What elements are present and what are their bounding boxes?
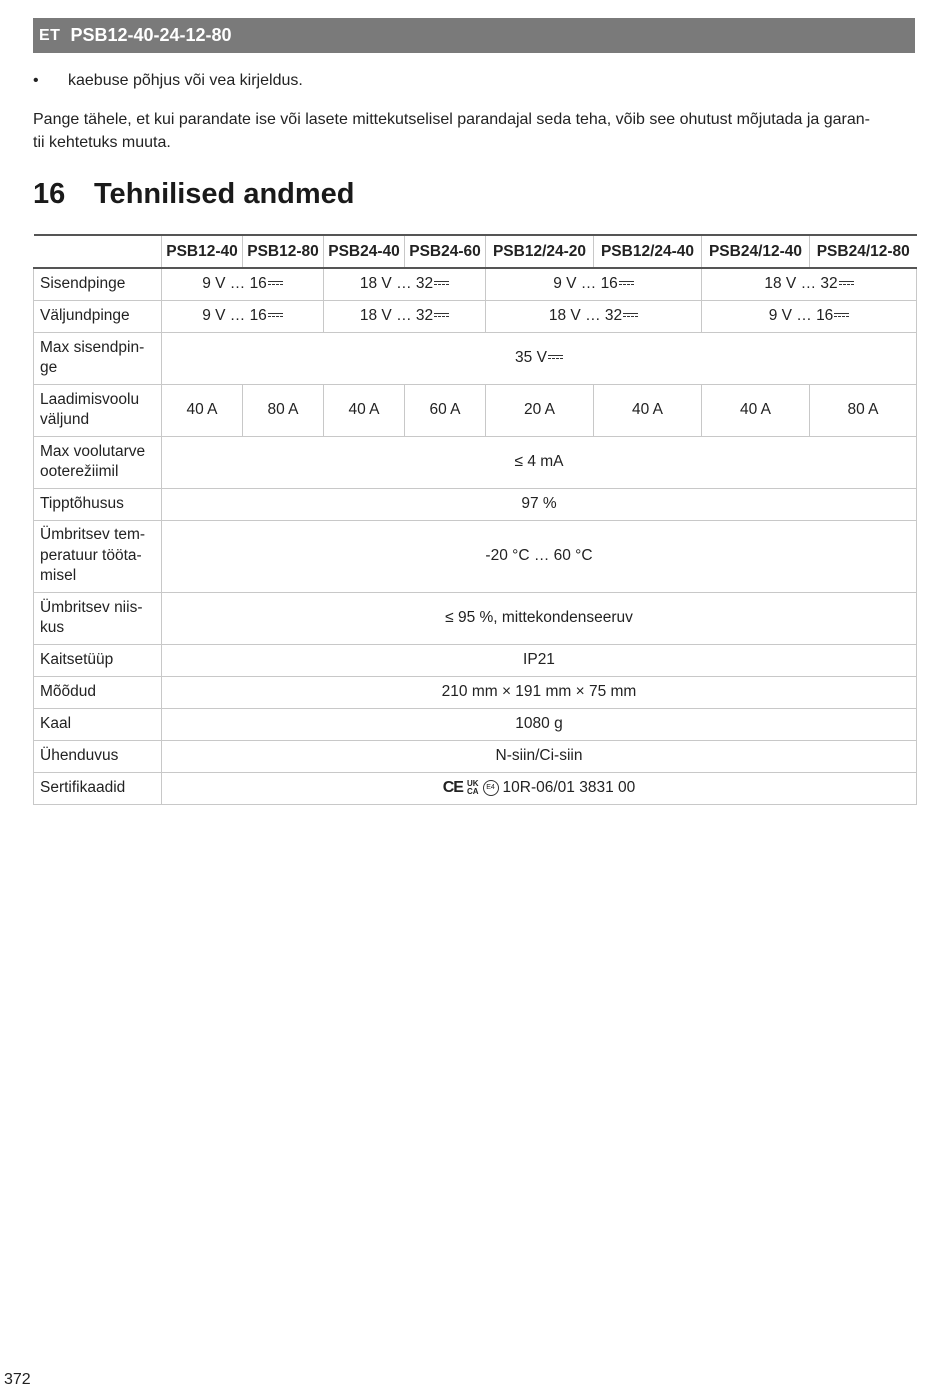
ukca-mark-icon: UK CA [466,779,479,796]
dc-symbol-icon [268,281,283,287]
row-label: Sisendpinge [34,268,162,300]
table-row [34,268,917,300]
table-row [34,520,917,592]
paragraph-line-2: tii kehtetuks muuta. [33,134,171,151]
dc-symbol-icon [623,313,638,319]
row-label: Sertifikaadid [34,772,162,804]
column-header: PSB12/24-20 [486,235,594,268]
table-row [34,676,917,708]
bullet-item [33,72,303,90]
table-cell: 18 V … 32 [324,300,486,332]
table-row [34,436,917,488]
table-cell: 18 V … 32 [486,300,702,332]
section-number: 16 [33,178,66,210]
table-cell: 40 A [594,384,702,436]
table-cell: 35 V [162,332,917,384]
table-cell: 9 V … 16 [702,300,917,332]
row-label: Max sisendpin- ge [34,332,162,384]
bullet-text: kaebuse põhjus või vea kirjeldus. [68,72,303,89]
section-heading [33,178,355,211]
dc-symbol-icon [839,281,854,287]
dc-symbol-icon [834,313,849,319]
column-header: PSB12/24-40 [594,235,702,268]
table-cell: N-siin/Ci-siin [162,740,917,772]
paragraph-line-1: Pange tähele, et kui parandate ise või lasete mittekutselisel parandajal seda teha, võib see ohutust mõjutada ja garan- [33,111,870,128]
table-cell: 60 A [405,384,486,436]
table-cell: 20 A [486,384,594,436]
column-header: PSB24/12-40 [702,235,810,268]
technical-data-table [33,234,917,805]
dc-symbol-icon [548,355,563,361]
ce-mark-icon: CE [442,779,463,796]
table-header-row [34,235,917,268]
dc-symbol-icon [619,281,634,287]
table-row [34,772,917,804]
table-row [34,708,917,740]
model-title: PSB12-40-24-12-80 [70,25,232,45]
column-header: PSB24-60 [405,235,486,268]
table-cell [162,772,917,804]
column-header: PSB24/12-80 [810,235,917,268]
table-cell: IP21 [162,644,917,676]
header-empty-cell [34,235,162,268]
column-header: PSB24-40 [324,235,405,268]
row-label: Väljundpinge [34,300,162,332]
table-cell: 40 A [162,384,243,436]
table-cell: -20 °C … 60 °C [162,520,917,592]
table-cell: 40 A [702,384,810,436]
row-label: Ümbritsev tem- peratuur tööta- misel [34,520,162,592]
dc-symbol-icon [434,281,449,287]
row-label: Laadimisvoolu väljund [34,384,162,436]
table-cell: 97 % [162,488,917,520]
row-label: Ühenduvus [34,740,162,772]
table-cell: 80 A [810,384,917,436]
table-cell: 9 V … 16 [486,268,702,300]
table-row [34,644,917,676]
dc-symbol-icon [434,313,449,319]
language-code: ET [39,26,61,44]
dc-symbol-icon [268,313,283,319]
table-row [34,740,917,772]
table-cell: ≤ 95 %, mittekondenseeruv [162,592,917,644]
bullet-dot: • [33,72,39,89]
table-cell: 9 V … 16 [162,300,324,332]
table-cell: ≤ 4 mA [162,436,917,488]
e-mark-icon: E4 [483,780,499,796]
table-cell: 18 V … 32 [324,268,486,300]
row-label: Ümbritsev niis- kus [34,592,162,644]
column-header: PSB12-80 [243,235,324,268]
row-label: Max voolutarve ooterežiimil [34,436,162,488]
table-row [34,384,917,436]
column-header: PSB12-40 [162,235,243,268]
page-number: 372 [4,1371,31,1388]
table-cell: 1080 g [162,708,917,740]
table-cell: 80 A [243,384,324,436]
table-cell: 18 V … 32 [702,268,917,300]
row-label: Tipptõhusus [34,488,162,520]
table-row [34,488,917,520]
header-bar [33,18,915,53]
table-cell: 40 A [324,384,405,436]
row-label: Mõõdud [34,676,162,708]
table-cell: 9 V … 16 [162,268,324,300]
row-label: Kaitsetüüp [34,644,162,676]
certificate-number: 10R-06/01 3831 00 [502,779,636,796]
table-row [34,592,917,644]
row-label: Kaal [34,708,162,740]
warranty-paragraph [33,108,918,154]
table-row [34,300,917,332]
table-cell: 210 mm × 191 mm × 75 mm [162,676,917,708]
table-row [34,332,917,384]
section-title: Tehnilised andmed [94,178,355,210]
